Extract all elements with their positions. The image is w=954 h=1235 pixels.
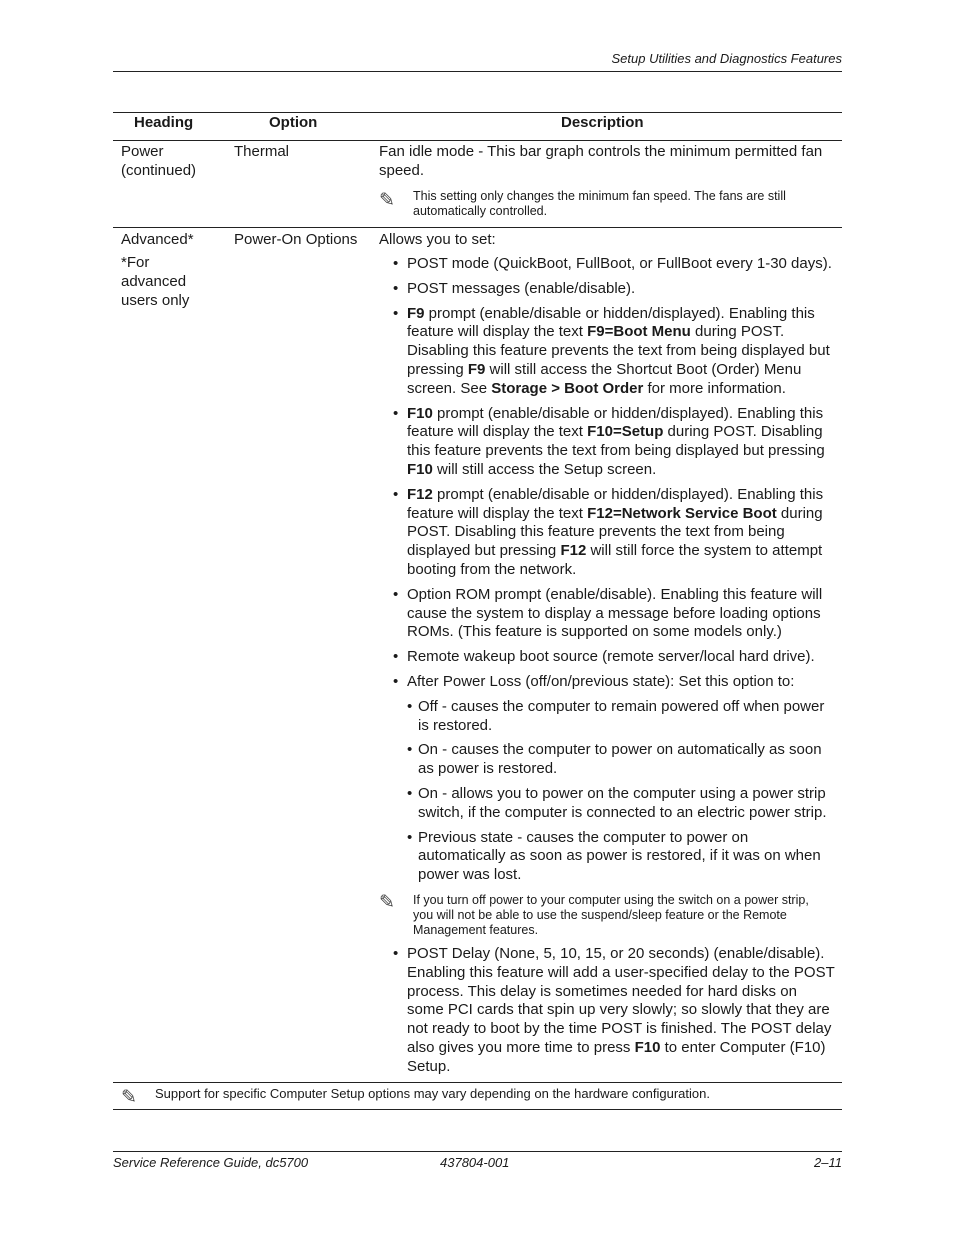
footer-doc-title: Service Reference Guide, dc5700 xyxy=(113,1155,309,1170)
list-item: • POST Delay (None, 5, 10, 15, or 20 seconds) (enable/disable). Enabling this feature will add a user-specified delay to the POST process. This delay is sometimes needed for hard disks on some PCI cards that spin up very slowly; so slowly that they are not ready to boot by the time POST is finished. The POST delay also gives you more time to press F10 to enter Computer (F10) Setup. xyxy=(379,945,835,1077)
sub-list-item: • Off - causes the computer to remain powered off when power is restored. xyxy=(379,698,835,736)
table-bottom-rule xyxy=(113,1109,842,1110)
list-item: • F10 prompt (enable/disable or hidden/displayed). Enabling this feature will display the text F10=Setup during POST. Disabling this feature prevents the text from being displayed but pressing F10 will still access the Setup screen. xyxy=(379,405,835,480)
list-item: • POST messages (enable/disable). xyxy=(379,280,835,299)
pencil-note-icon: ✎ xyxy=(121,1087,137,1108)
table-footnote: Support for specific Computer Setup options may vary depending on the hardware configuration. xyxy=(155,1086,710,1101)
table-top-rule xyxy=(113,112,842,113)
list-item: • F9 prompt (enable/disable or hidden/displayed). Enabling this feature will display the text F9=Boot Menu during POST. Disabling this feature prevents the text from being displayed but pressing F9 will still access the Shortcut Boot (Order) Menu screen. See Storage > Boot Order for more information. xyxy=(379,305,835,399)
options-list-cont xyxy=(379,945,835,1077)
row2-option: Power-On Options xyxy=(234,231,358,248)
list-item: • POST mode (QuickBoot, FullBoot, or FullBoot every 1-30 days). xyxy=(379,255,835,274)
row2-heading: Advanced* xyxy=(121,231,194,248)
row1-description: Fan idle mode - This bar graph controls the minimum permitted fan speed. xyxy=(379,143,823,179)
power-loss-sublist xyxy=(379,698,835,885)
row1-option: Thermal xyxy=(234,143,290,160)
row1-bottom-rule xyxy=(113,227,842,228)
row2-bottom-rule xyxy=(113,1082,842,1083)
row2-intro: Allows you to set: xyxy=(379,231,496,248)
row2-heading-note: *For advanced users only xyxy=(121,254,190,309)
list-item: • After Power Loss (off/on/previous state): Set this option to: xyxy=(379,673,835,692)
power-strip-note-text: If you turn off power to your computer using the switch on a power strip, you will not be able to use the suspend/sleep feature or the Remote Management features. xyxy=(413,892,809,937)
sub-list-item: • On - allows you to power on the computer using a power strip switch, if the computer is connected to an electric power strip. xyxy=(379,785,835,823)
list-item: • F12 prompt (enable/disable or hidden/displayed). Enabling this feature will display the text F12=Network Service Boot during POST. Disabling this feature prevents the text from being displayed but pressing F12 will still force the system to attempt booting from the network. xyxy=(379,486,835,580)
footer-page-number: 2–11 xyxy=(814,1155,842,1170)
options-list-container xyxy=(379,255,835,1082)
options-list xyxy=(379,255,835,692)
list-item: • Option ROM prompt (enable/disable). Enabling this feature will cause the system to display a message before loading options ROMs. (This feature is supported on some models only.) xyxy=(379,586,835,642)
col-description: Description xyxy=(561,114,644,131)
power-strip-note xyxy=(379,891,835,945)
header-rule xyxy=(113,71,842,72)
pencil-note-icon: ✎ xyxy=(379,190,395,211)
running-header: Setup Utilities and Diagnostics Features xyxy=(611,51,842,66)
sub-list-item: • Previous state - causes the computer to power on automatically as soon as power is restored, if it was on when power was lost. xyxy=(379,829,835,885)
col-option: Option xyxy=(269,114,318,131)
row1-note: This setting only changes the minimum fan speed. The fans are still automatically controlled. xyxy=(413,189,786,218)
table-header-rule xyxy=(113,140,842,141)
list-item: • Remote wakeup boot source (remote server/local hard drive). xyxy=(379,648,835,667)
pencil-note-icon: ✎ xyxy=(379,891,395,913)
row1-heading: Power (continued) xyxy=(121,143,197,179)
footer-part-number: 437804-001 xyxy=(440,1155,510,1170)
sub-list-item: • On - causes the computer to power on automatically as soon as power is restored. xyxy=(379,741,835,779)
col-heading: Heading xyxy=(134,114,194,131)
footer-rule xyxy=(113,1151,842,1152)
